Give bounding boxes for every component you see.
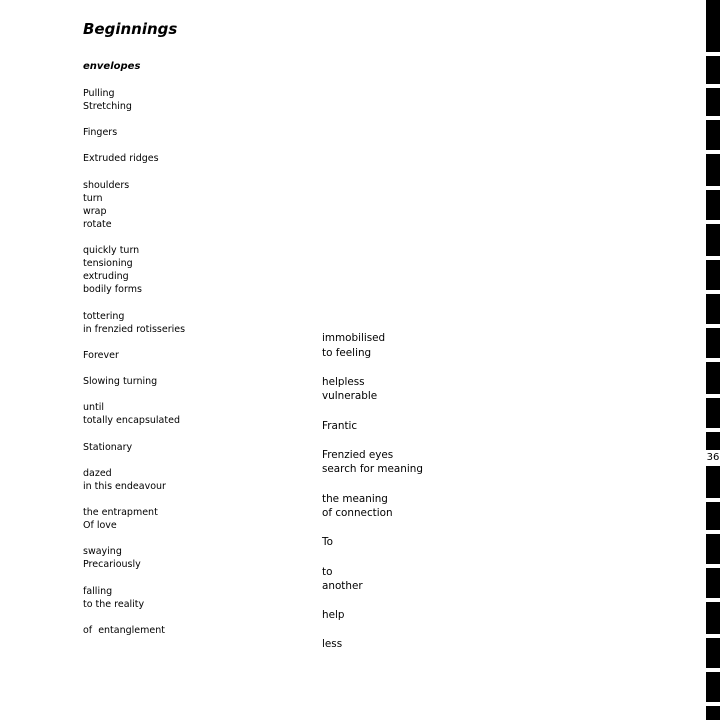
poem-line: Frenzied eyes [322, 448, 394, 461]
stanza [83, 585, 185, 611]
stanza [83, 624, 185, 637]
edge-tab [706, 362, 720, 394]
poem-line: in this endeavour [83, 480, 166, 492]
poem-line: the entrapment [83, 507, 158, 518]
poem-left-column [83, 87, 185, 650]
poem-line: tottering [83, 310, 125, 322]
stanza [83, 441, 185, 454]
stanza [83, 152, 185, 165]
edge-tab [706, 672, 720, 702]
poem-line: vulnerable [322, 390, 378, 403]
stanza [83, 545, 185, 571]
poem-line: shoulders [83, 179, 130, 191]
edge-tab [706, 568, 720, 598]
poem-line: search for meaning [322, 463, 423, 476]
poem-line: to feeling [322, 346, 372, 359]
poem-line: Frantic [322, 419, 358, 432]
poem-line: Precariously [83, 559, 141, 571]
poem-subtitle: envelopes [83, 61, 141, 72]
stanza [322, 535, 423, 550]
edge-tab [706, 260, 720, 290]
poem-line: Pulling [83, 88, 115, 99]
stanza [322, 565, 423, 594]
stanza [83, 467, 185, 493]
poem-line: Stationary [83, 441, 133, 453]
poem-line: tensioning [83, 258, 133, 270]
poem-line: until [83, 402, 105, 414]
poem-line: helpless [322, 375, 365, 388]
poem-line: Of love [83, 520, 117, 532]
edge-tab [706, 120, 720, 150]
edge-tab [706, 398, 720, 428]
page-number: 36 [706, 450, 720, 466]
stanza [322, 448, 423, 477]
poem-line: of entanglement [83, 624, 165, 636]
poem-line: To [322, 536, 333, 549]
stanza [83, 401, 185, 427]
stanza [322, 375, 423, 404]
poem-line: bodily forms [83, 284, 142, 296]
poem-line: another [322, 580, 363, 593]
poem-line: to [322, 565, 333, 578]
stanza [322, 419, 423, 434]
stanza [83, 87, 185, 113]
poem-line: immobilised [322, 332, 386, 344]
poem-line: turn [83, 192, 103, 204]
stanza [83, 126, 185, 139]
poem-line: of connection [322, 507, 393, 520]
edge-tab [706, 706, 720, 720]
page-edge-tabs [706, 0, 720, 720]
stanza [322, 492, 423, 521]
poem-line: Fingers [83, 127, 118, 139]
edge-tab [706, 154, 720, 186]
poem-line: rotate [83, 218, 112, 230]
poem-line: dazed [83, 467, 112, 479]
stanza [83, 179, 185, 231]
poem-line: in frenzied rotisseries [83, 323, 186, 335]
edge-tab [706, 190, 720, 220]
edge-tab [706, 534, 720, 564]
poem-line: Forever [83, 349, 119, 361]
stanza [83, 506, 185, 532]
poem-line: totally encapsulated [83, 415, 180, 427]
poem-line: to the reality [83, 598, 145, 610]
poem-line: Stretching [83, 101, 132, 113]
poem-line: falling [83, 585, 113, 597]
edge-tab [706, 328, 720, 358]
poem-line: Slowing turning [83, 376, 158, 388]
stanza [322, 608, 423, 623]
edge-tab [706, 602, 720, 634]
poem-line: less [322, 638, 343, 651]
stanza [83, 349, 185, 362]
stanza [83, 310, 185, 336]
poem-line: swaying [83, 546, 122, 558]
edge-tab [706, 502, 720, 530]
poem-line: the meaning [322, 492, 388, 505]
stanza [322, 637, 423, 652]
poem-line: Extruded ridges [83, 153, 159, 165]
edge-tab [706, 224, 720, 256]
edge-tab [706, 466, 720, 498]
poem-line: wrap [83, 205, 107, 217]
stanza [83, 375, 185, 388]
edge-tab [706, 638, 720, 668]
stanza [83, 244, 185, 296]
stanza [322, 331, 423, 360]
poem-line: extruding [83, 271, 129, 283]
edge-tab [706, 294, 720, 324]
poem-title: Beginnings [83, 20, 178, 38]
poem-line: quickly turn [83, 245, 140, 257]
edge-tab [706, 0, 720, 52]
edge-tab [706, 56, 720, 84]
edge-tab [706, 432, 720, 450]
poem-line: help [322, 609, 345, 622]
poem-right-column [322, 331, 423, 667]
edge-tab [706, 88, 720, 116]
